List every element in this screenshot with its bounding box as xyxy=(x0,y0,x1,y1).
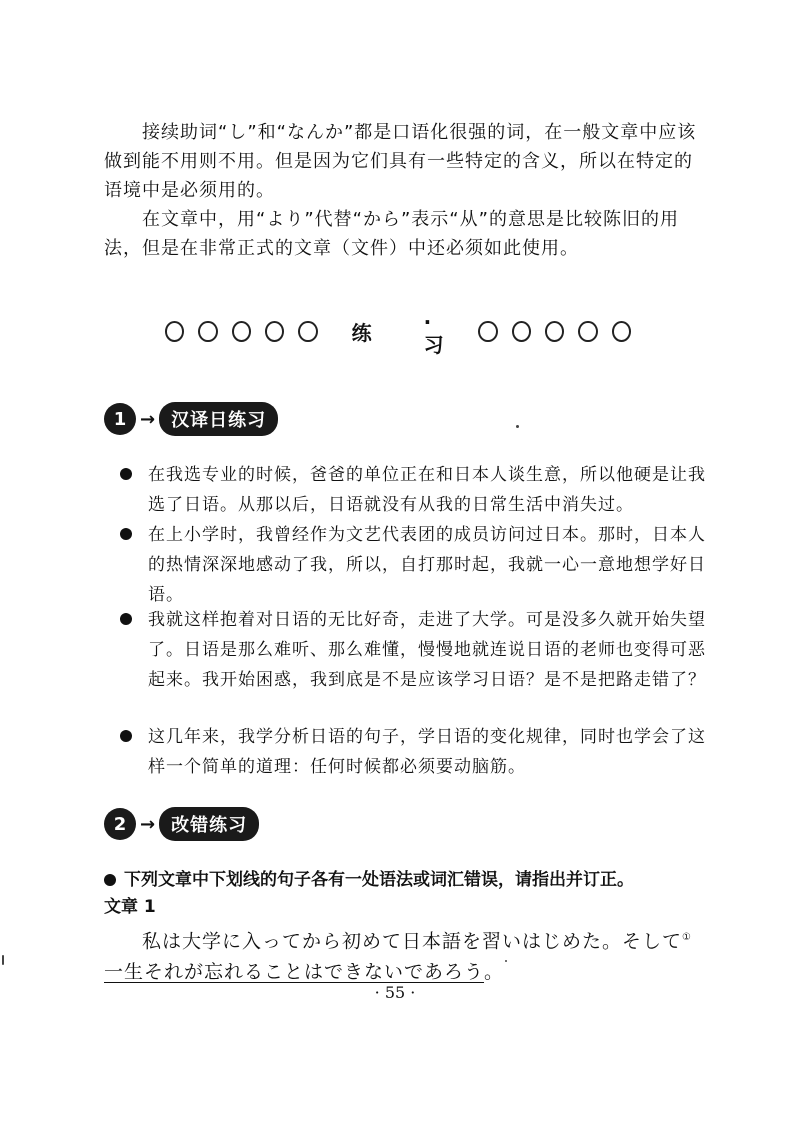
list-item: 我就这样抱着对日语的无比好奇，走进了大学。可是没多久就开始失望了。日语是那么难听、那么难懂，慢慢地就连说日语的老师也变得可恶起来。我开始困惑，我到底是不是应该学习日语？是不是把路走错了？ xyxy=(120,605,710,695)
exercise-title-part1: 练 xyxy=(351,320,374,345)
underlined-sentence: 一生それが忘れることはできないであろう xyxy=(104,961,485,984)
section-title: 汉译日练习 xyxy=(159,402,278,436)
list-item: 这几年来，我学分析日语的句子，学日语的变化规律，同时也学会了这样一个简单的道理：任何时候都必须要动脑筋。 xyxy=(120,722,710,782)
list-item: 在上小学时，我曾经作为文艺代表团的成员访问过日本。那时，日本人的热情深深地感动了我，所以，自打那时起，我就一心一意地想学好日语。 xyxy=(120,520,710,610)
scan-speck xyxy=(505,960,507,962)
exercise-header xyxy=(165,304,645,357)
footnote-marker: ① xyxy=(682,932,692,943)
circle-icon xyxy=(578,321,597,342)
scan-speck xyxy=(516,425,519,428)
circle-icon xyxy=(298,321,317,342)
scan-speck xyxy=(2,955,4,965)
bullet-icon xyxy=(120,613,132,625)
exercise-title-part2: .习 xyxy=(423,304,444,357)
page-number: · 55 · xyxy=(374,983,416,1002)
section-title: 改错练习 xyxy=(159,807,259,841)
circle-icon xyxy=(232,321,251,342)
article-label: 文章 1 xyxy=(104,897,156,917)
section-2-heading xyxy=(104,805,259,843)
bullet-icon xyxy=(104,874,116,886)
section-number-badge: 2 xyxy=(104,808,136,840)
paragraph-1: 接续助词“し”和“なんか”都是口语化很强的词，在一般文章中应该做到能不用则不用。但是因为它们具有一些特定的含义，所以在特定的语境中是必须用的。 xyxy=(104,122,697,201)
section-number-badge: 1 xyxy=(104,403,136,435)
list-item: 在我选专业的时候，爸爸的单位正在和日本人谈生意，所以他硬是让我选了日语。从那以后，日语就没有从我的日常生活中消失过。 xyxy=(120,460,710,520)
bullet-icon xyxy=(120,528,132,540)
circle-icon xyxy=(512,321,531,342)
paragraph-2: 在文章中，用“より”代替“から”表示“从”的意思是比较陈旧的用法，但是在非常正式的文章（文件）中还必须如此使用。 xyxy=(104,209,679,259)
circle-icon xyxy=(612,321,631,342)
circle-icon xyxy=(545,321,564,342)
article-text: 私は大学に入ってから初めて日本語を習いはじめた。そして①一生それが忘れることはできないであろう。 xyxy=(104,930,692,984)
circle-icon xyxy=(265,321,284,342)
instruction: 下列文章中下划线的句子各有一处语法或词汇错误，请指出并订正。 xyxy=(104,868,724,892)
bullet-icon xyxy=(120,468,132,480)
bullet-icon xyxy=(120,730,132,742)
section-1-heading xyxy=(104,400,278,438)
arrow-right-icon: → xyxy=(140,408,156,430)
arrow-right-icon: → xyxy=(140,813,156,835)
circle-icon xyxy=(478,321,497,342)
circle-icon xyxy=(165,321,184,342)
circle-icon xyxy=(198,321,217,342)
